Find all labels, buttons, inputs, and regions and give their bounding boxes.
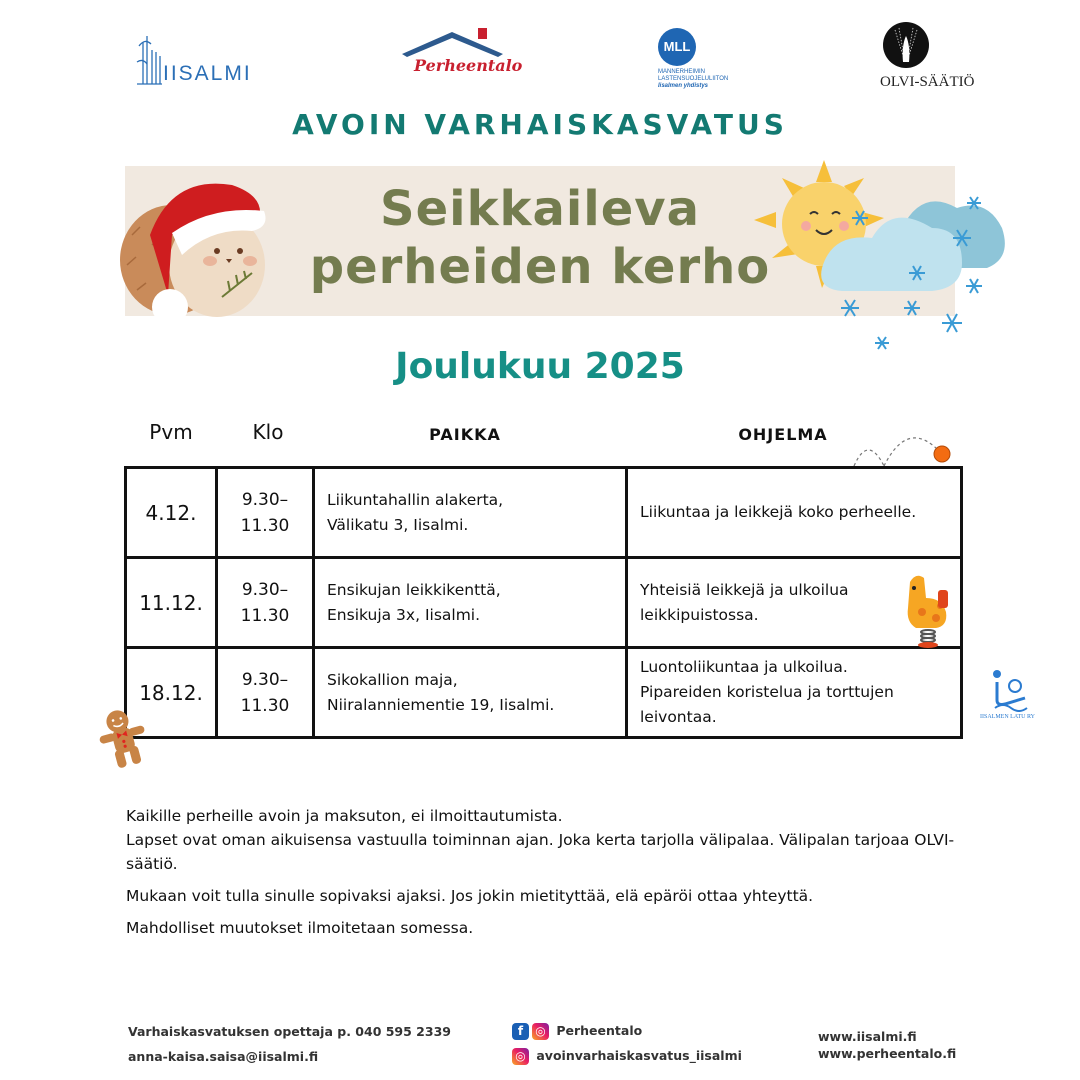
table-row	[126, 468, 962, 558]
row-time: 9.30– 11.30	[217, 648, 314, 738]
info-text	[126, 804, 966, 948]
month-heading: Joulukuu 2025	[395, 346, 685, 387]
table-row	[126, 558, 962, 648]
banner-title-line1: Seikkaileva	[380, 181, 700, 237]
header-place: PAIKKA	[429, 425, 501, 444]
spring-rider-giraffe-icon	[902, 572, 954, 648]
gingerbread-man-icon	[96, 706, 154, 770]
info-paragraph-2: Mukaan voit tulla sinulle sopivaksi ajaksi. Jos jokin mietityttää, elä epäröi ottaa yhteyttä.	[126, 887, 814, 905]
row-program: Liikuntaa ja leikkejä koko perheelle.	[627, 468, 962, 558]
iisalmen-latu-logo	[975, 668, 1045, 728]
schedule-table	[124, 466, 963, 739]
website-iisalmi[interactable]: www.iisalmi.fi	[818, 1029, 917, 1044]
kicker-heading: AVOIN VARHAISKASVATUS	[292, 108, 788, 141]
footer-websites	[818, 1028, 956, 1062]
row-program: Yhteisiä leikkejä ja ulkoilua leikkipuistossa.	[627, 558, 962, 648]
header-time: Klo	[252, 420, 284, 444]
sun-clouds-snowflakes-icon	[752, 158, 1012, 358]
instagram-icon: ◎	[532, 1023, 549, 1040]
table-row	[126, 648, 962, 738]
row-date: 4.12.	[126, 468, 217, 558]
social-facebook-instagram[interactable]: f ◎ Perheentalo	[512, 1018, 742, 1043]
mll-subtitle	[658, 69, 748, 90]
row-place: Sikokallion maja, Niiralanniementie 19, Iisalmi.	[314, 648, 627, 738]
latu-logo-text: IISALMEN LATU RY	[980, 714, 1035, 720]
mll-logo	[650, 28, 740, 93]
row-date: 11.12.	[126, 558, 217, 648]
iisalmi-tree-icon	[135, 32, 163, 87]
footer-contact	[128, 1019, 451, 1069]
mll-badge: MLL	[658, 28, 696, 66]
header-date: Pvm	[149, 420, 193, 444]
row-date: 18.12.	[126, 648, 217, 738]
social-instagram[interactable]: ◎ avoinvarhaiskasvatus_iisalmi	[512, 1043, 742, 1068]
info-paragraph-1: Kaikille perheille avoin ja maksuton, ei ilmoittautumista. Lapset ovat oman aikuisensa vastuulla toiminnan ajan. Joka kerta tarjolla välipalaa. Välipalan tarjoaa OLVI-säätiö.	[126, 807, 955, 873]
latu-skier-icon	[989, 668, 1029, 712]
mll-line2: LASTENSUOJELULIITON	[658, 76, 729, 82]
info-paragraph-3: Mahdolliset muutokset ilmoitetaan somessa.	[126, 919, 474, 937]
mll-line3: Iisalmen yhdistys	[658, 83, 709, 89]
bouncing-ball-icon	[846, 432, 958, 468]
olvi-emblem-icon	[883, 22, 929, 68]
banner-title-line2: perheiden kerho	[309, 239, 771, 295]
row-time: 9.30– 11.30	[217, 468, 314, 558]
footer-social	[512, 1018, 742, 1068]
row-place: Liikuntahallin alakerta, Välikatu 3, Iisalmi.	[314, 468, 627, 558]
perheentalo-logo-text: Perheentalo	[414, 56, 523, 75]
perheentalo-logo	[400, 28, 523, 83]
contact-phone: Varhaiskasvatuksen opettaja p. 040 595 2339	[128, 1024, 451, 1039]
house-roof-icon	[400, 28, 505, 58]
header-program: OHJELMA	[738, 425, 828, 444]
contact-email[interactable]: anna-kaisa.saisa@iisalmi.fi	[128, 1049, 319, 1064]
iisalmi-logo-text: IISALMI	[163, 62, 252, 85]
row-program: Luontoliikuntaa ja ulkoilua. Pipareiden koristelua ja torttujen leivontaa.	[627, 648, 962, 738]
row-place: Ensikujan leikkikenttä, Ensikuja 3x, Iisalmi.	[314, 558, 627, 648]
olvi-logo	[880, 22, 975, 92]
iisalmi-logo	[135, 32, 265, 87]
instagram-icon: ◎	[512, 1048, 529, 1065]
website-perheentalo[interactable]: www.perheentalo.fi	[818, 1046, 957, 1061]
row-time: 9.30– 11.30	[217, 558, 314, 648]
mll-line1: MANNERHEIMIN	[658, 69, 706, 75]
facebook-icon: f	[512, 1023, 529, 1040]
olvi-logo-text: OLVI-SÄÄTIÖ	[880, 74, 975, 90]
